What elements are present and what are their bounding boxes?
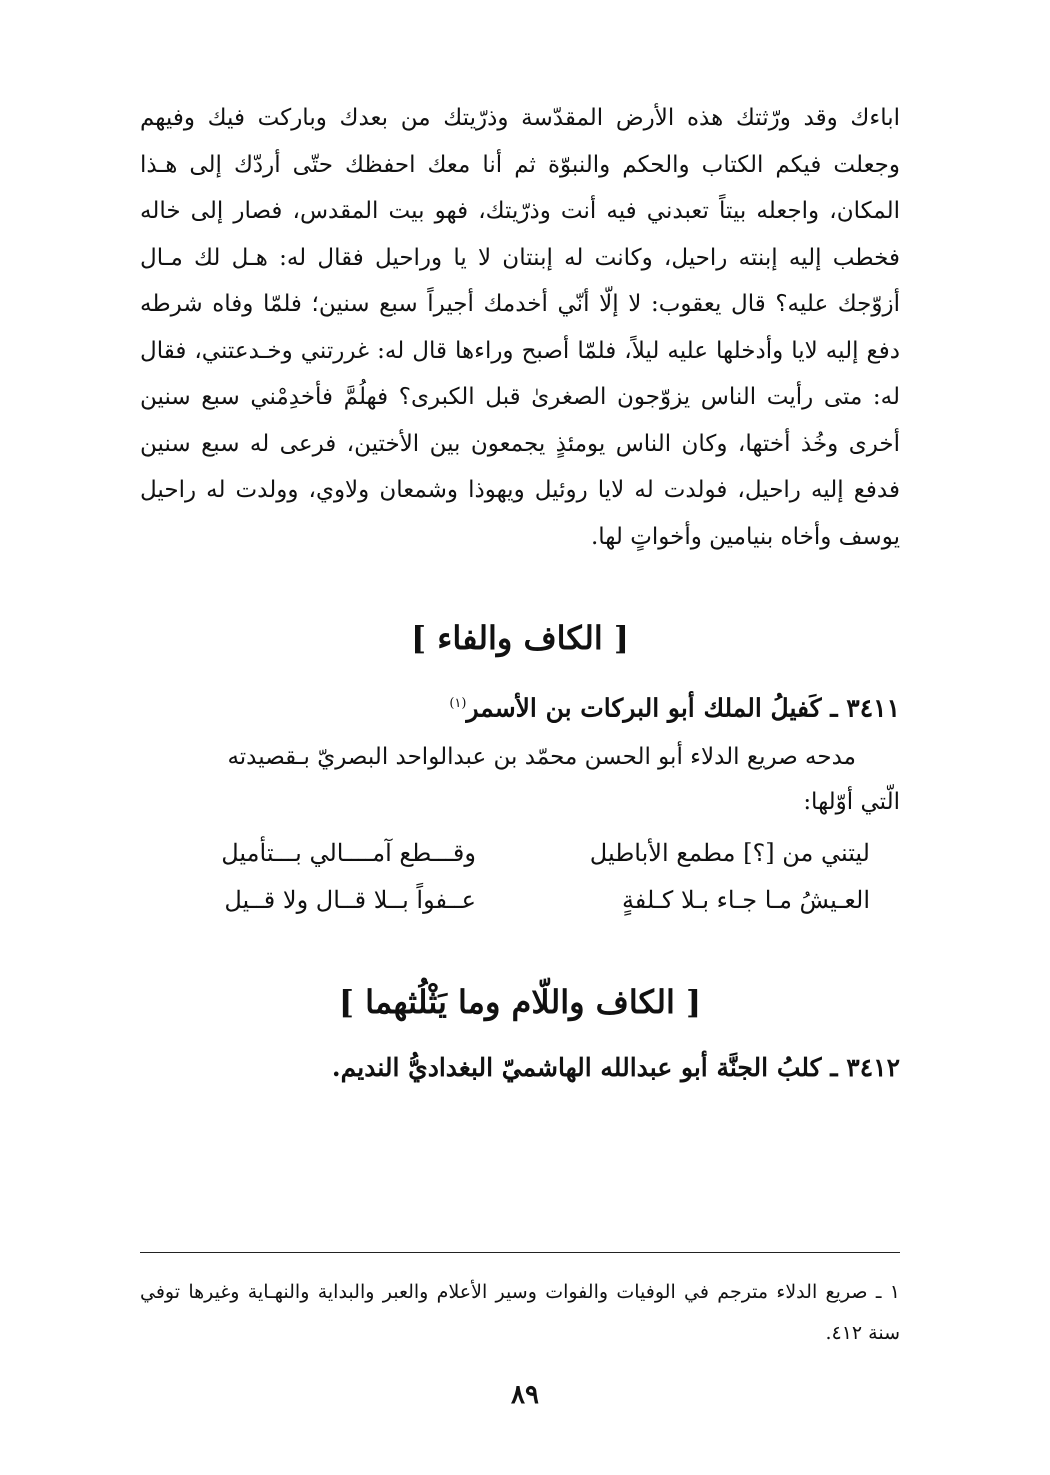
entry-3411-intro-line-1: مدحه صريع الدلاء أبو الحسن محمّد بن عبدالواحد البصريّ بـقصيدته: [227, 744, 856, 771]
verse-second-hemistich: عــفواً بــلا قــال ولا قــيل: [224, 886, 476, 915]
verse-first-hemistich: ليتني من [؟] مطمع الأباطيل: [589, 839, 870, 868]
footnote-reference: (١): [449, 696, 467, 711]
verse-first-hemistich: العـيشُ مـا جـاء بـلا كـلفةٍ: [621, 886, 870, 915]
entry-3412: ٣٤١٢ ـ كلبُ الجنَّة أبو عبدالله الهاشميّ البغداديُّ النديم.: [331, 1053, 900, 1083]
entry-3411-intro-line-2: الّتي أوّلها:: [803, 789, 900, 816]
section-heading-kaf-fa: [ الكاف والفاء ]: [410, 619, 629, 657]
footnote-divider: [140, 1252, 900, 1253]
poem-verse: [140, 877, 900, 924]
verse-second-hemistich: وقـــطع آمــــالي بـــتأميل: [221, 839, 476, 868]
poem-verse: [140, 830, 900, 877]
footnote: ١ ـ صريع الدلاء مترجم في الوفيات والفوات وسير الأعلام والعبر والبداية والنهـاية وغيرها توفي سنة ٤١٢.: [140, 1281, 900, 1344]
page-number: ٨٩: [511, 1380, 539, 1410]
poem: [140, 830, 900, 924]
page-body: [140, 95, 900, 1088]
entry-3411: [140, 684, 900, 728]
body-paragraph: اباءك وقد ورّثتك هذه الأرض المقدّسة وذرّيتك من بعدك وباركت فيك وفيهم وجعلت فيكم الكتاب والحكم والنبوّة ثم أنا معك احفظك حتّى أردّك إلى هـذا المكان، واجعله بيتاً تعبدني فيه أنت وذرّيتك، فهو بيت المقدس، فصار إلى خاله فخطب إليه إبنته راحيل، وكانت له إبنتان لا يا وراحيل فقال له: هـل لك مـال أزوّجك عليه؟ قال يعقوب: لا إلّا أنّي أخدمك أجيراً سبع سنين؛ فلمّا وفاه شرطه دفع إليه لايا وأدخلها عليه ليلاً، فلمّا أصبح وراءها قال له: غررتني وخـدعتني، فقال له: متى رأيت الناس يزوّجون الصغرىٰ قبل الكبرى؟ فهلُمَّ فأخدِمْني سبع سنين أخرى وخُذ أختها، وكان الناس يومئذٍ يجمعون بين الأختين، فرعى له سبع سنين فدفع إليه راحيل، فولدت له لايا روئيل ويهوذا وشمعان ولاوي، وولدت له راحيل يوسف وأخاه بنيامين وأخواتٍ لها.: [140, 105, 900, 550]
section-heading-kaf-lam: [ الكاف واللّام وما يَثْلُثهما ]: [338, 983, 702, 1022]
entry-3411-text: ٣٤١١ ـ كَفيلُ الملك أبو البركات بن الأسمر: [466, 693, 900, 723]
